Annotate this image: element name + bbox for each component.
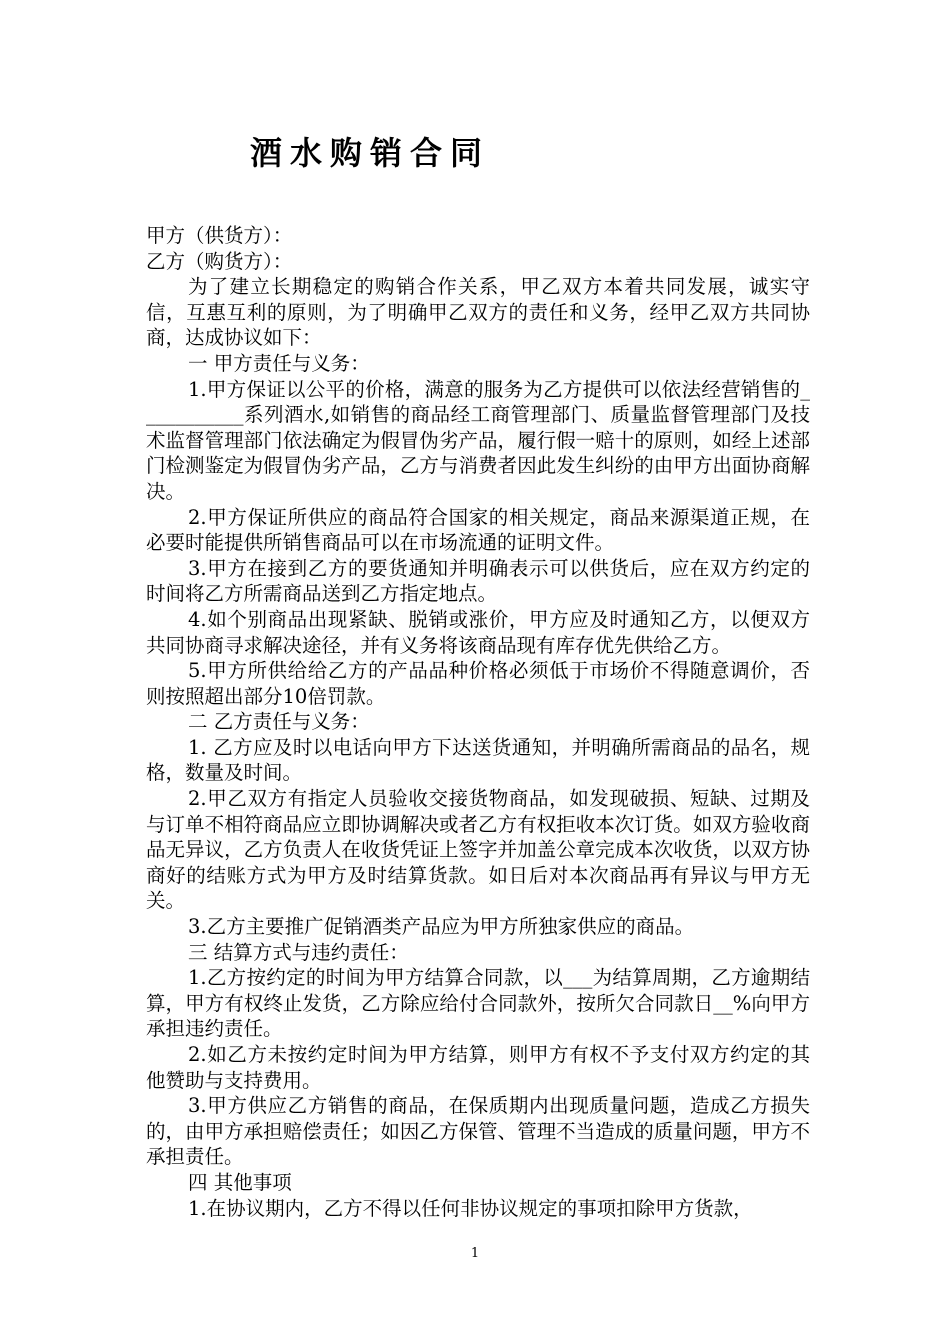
page-number: 1: [470, 1246, 480, 1261]
item-text: 1.甲方保证以公平的价格，满意的服务为乙方提供可以依法经营销售的: [188, 377, 801, 401]
item-text: 1.乙方按约定的时间为甲方结算合同款，以: [188, 966, 564, 990]
item-text: 为结算周期，乙方逾期结算，甲方有权终止发货，乙方除应给付合同款外，按所欠合同款日: [146, 966, 810, 1015]
section-4-heading: 四 其他事项: [188, 1170, 292, 1194]
party-b-line: 乙方（购货方）：: [146, 249, 293, 273]
item-text: %向甲方承担违约责任。: [146, 991, 810, 1041]
document-title: 酒水购销合同: [250, 134, 491, 172]
contract-body: [146, 223, 810, 1221]
party-a-line: 甲方（供货方）：: [146, 224, 293, 247]
section-1-heading: 一 甲方责任与义务：: [188, 351, 370, 375]
fill-blank: __: [713, 991, 733, 1015]
section-3-item-1: [146, 965, 810, 1042]
fill-blank: ___: [563, 966, 593, 990]
section-3-heading: 三 结算方式与违约责任：: [188, 940, 409, 964]
section-1-item-4: 4.如个别商品出现紧缺、脱销或涨价，甲方应及时通知乙方，以便双方共同协商寻求解决途径，并有义务将该商品现有库存优先供给乙方。: [146, 607, 810, 657]
section-3-item-2: 2.如乙方未按约定时间为甲方结算，则甲方有权不予支付双方约定的其他赞助与支持费用。: [146, 1043, 810, 1092]
fill-blank: ___________: [146, 377, 810, 427]
section-2-heading: 二 乙方责任与义务：: [188, 710, 370, 734]
section-1-item-2: 2.甲方保证所供应的商品符合国家的相关规定，商品来源渠道正规，在必要时能提供所销售商品可以在市场流通的证明文件。: [146, 505, 810, 555]
section-4-item-1: 1.在协议期内，乙方不得以任何非协议规定的事项扣除甲方货款，: [188, 1196, 753, 1220]
section-2-item-1: 1. 乙方应及时以电话向甲方下达送货通知，并明确所需商品的品名，规格，数量及时间。: [146, 735, 810, 785]
section-3-item-3: 3.甲方供应乙方销售的商品，在保质期内出现质量问题，造成乙方损失的，由甲方承担赔偿责任；如因乙方保管、管理不当造成的质量问题，甲方不承担责任。: [146, 1094, 810, 1169]
section-1-item-3: 3.甲方在接到乙方的要货通知并明确表示可以供货后，应在双方约定的时间将乙方所需商品送到乙方指定地点。: [146, 556, 810, 606]
section-2-item-2: 2.甲乙双方有指定人员验收交接货物商品，如发现破损、短缺、过期及与订单不相符商品应立即协调解决或者乙方有权拒收本次订货。如双方验收商品无异议，乙方负责人在收货凭证上签字并加盖公章完成本次收货，以双方协商好的结账方式为甲方及时结算货款。如日后对本次商品再有异议与甲方无关。: [146, 787, 810, 913]
section-2-item-3: 3.乙方主要推广促销酒类产品应为甲方所独家供应的商品。: [188, 915, 695, 939]
item-text: 系列酒水,如销售的商品经工商管理部门、质量监督管理部门及技术监督管理部门依法确定为假冒伪劣产品，履行假一赔十的原则，如经上述部门检测鉴定为假冒伪劣产品，乙方与消费者因此发生纠纷的由甲方出面协商解决。: [146, 403, 810, 503]
section-1-item-1: [146, 377, 810, 505]
section-1-item-5: 5.甲方所供给给乙方的产品品种价格必须低于市场价不得随意调价，否则按照超出部分10倍罚款。: [146, 659, 810, 708]
preamble-paragraph: 为了建立长期稳定的购销合作关系，甲乙双方本着共同发展，诚实守信，互惠互利的原则，为了明确甲乙双方的责任和义务，经甲乙双方共同协商，达成协议如下：: [146, 275, 810, 350]
